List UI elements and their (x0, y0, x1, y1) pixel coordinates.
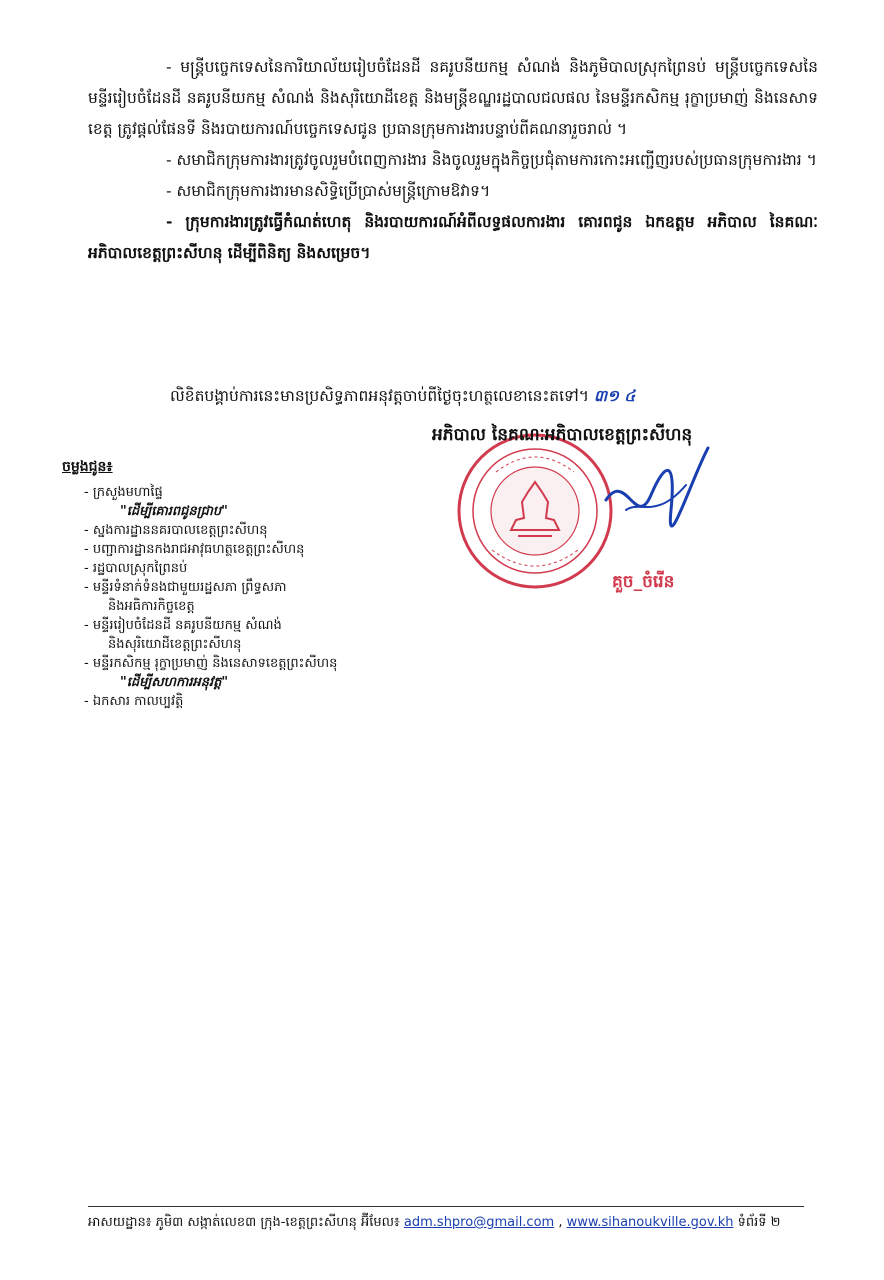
footer-website-link[interactable]: www.sihanoukville.gov.kh (566, 1215, 734, 1230)
recipients-list (62, 458, 442, 711)
paragraph-member-participation: - សមាជិកក្រុមការងារត្រូវចូលរួមបំពេញការងារ និងចូលរួមក្នុងកិច្ចប្រជុំតាមការកោះអញ្ជើញរបស់ប្រធានក្រុមការងារ ។ (166, 151, 817, 169)
list-item: - រដ្ឋបាលស្រុកព្រៃនប់ (84, 561, 188, 576)
list-item: - បញ្ជាការដ្ឋានកងរាជអាវុធហត្ថខេត្តព្រះសីហនុ (84, 542, 305, 557)
list-item: - ឯកសារ កាលប្បវត្តិ (84, 694, 184, 709)
paragraph-technical-officers: - មន្ត្រីបច្ចេកទេសនៃការិយាល័យរៀបចំដែនដី នគរូបនីយកម្ម សំណង់ និងភូមិបាលស្រុកព្រៃនប់ មន្ត្រីបច្ចេកទេសនៃមន្ទីររៀបចំដែនដី នគរូបនីយកម្ម សំណង់ និងសុរិយោដីខេត្ត និងមន្ត្រីខណ្ឌរដ្ឋបាលជលផល នៃមន្ទីរកសិកម្ម រុក្ខាប្រមាញ់ និងនេសាទខេត្ត ត្រូវផ្តល់ផែនទី និងរបាយការណ៍បច្ចេកទេសជូន ប្រធានក្រុមការងារបន្ទាប់ពីគណនារួចរាល់ ។ (88, 58, 818, 138)
effective-clause-line (170, 381, 810, 411)
official-seal-icon (456, 432, 614, 590)
footer-address: អាសយដ្ឋាន៖ ភូមិ៣ សង្កាត់លេខ៣ ក្រុង-ខេត្តព្រះសីហនុ អ៊ីមែល៖ (88, 1215, 400, 1230)
list-item: - មន្ទីរកសិកម្ម រុក្ខាប្រមាញ់ និងនេសាទខេត្តព្រះសីហនុ (84, 656, 338, 671)
footer-page-number: ទំព័រទី ២ (737, 1215, 781, 1230)
effective-clause: លិខិតបង្គាប់ការនេះមានប្រសិទ្ធភាពអនុវត្តចាប់ពីថ្ងៃចុះហត្ថលេខានេះតទៅ។ (170, 387, 589, 405)
list-item: - មន្ទីររៀបចំដែនដី នគរូបនីយកម្ម សំណង់ (84, 618, 282, 633)
footer-separator: , (558, 1215, 563, 1230)
list-item-note: "ដើម្បីគោរពជូនជ្រាប" (120, 504, 228, 519)
list-item-note: "ដើម្បីសហការអនុវត្ត" (120, 675, 229, 690)
list-item-continuation: និងអធិការកិច្ចខេត្ត (108, 599, 195, 614)
handwritten-date-mark: ៣១ ៤ (593, 387, 636, 405)
paragraph-member-rights: - សមាជិកក្រុមការងារមានសិទ្ធិប្រើប្រាស់មន្ត្រីក្រោមឱវាទ។ (166, 182, 491, 200)
recipients-heading: ចម្លងជូន៖ (62, 459, 113, 475)
footer-email-link[interactable]: adm.shpro@gmail.com (403, 1215, 555, 1230)
list-item: - មន្ទីរទំនាក់ទំនងជាមួយរដ្ឋសភា ព្រឹទ្ធសភា (84, 580, 287, 595)
body-text (88, 52, 818, 269)
list-item: - ក្រសួងមហាផ្ទៃ (84, 485, 163, 500)
footer-divider (88, 1206, 804, 1207)
list-item: - ស្នងការដ្ឋាននគរបាលខេត្តព្រះសីហនុ (84, 523, 268, 538)
list-item-continuation: និងសុរិយោដីខេត្តព្រះសីហនុ (108, 637, 242, 652)
signature-title: អភិបាល នៃគណៈអភិបាលខេត្តព្រះសីហនុ (432, 425, 693, 445)
signer-name: គួច_ចំរើន (612, 572, 675, 592)
footer (88, 1214, 848, 1233)
paragraph-report-duty: - ក្រុមការងារត្រូវធ្វើកំណត់ហេតុ និងរបាយការណ៍អំពីលទ្ធផលការងារ គោរពជូន ឯកឧត្តម អភិបាល នៃគណៈអភិបាលខេត្តព្រះសីហនុ ដើម្បីពិនិត្យ និងសម្រេច។ (88, 213, 818, 262)
handwritten-signature-icon (596, 440, 716, 550)
